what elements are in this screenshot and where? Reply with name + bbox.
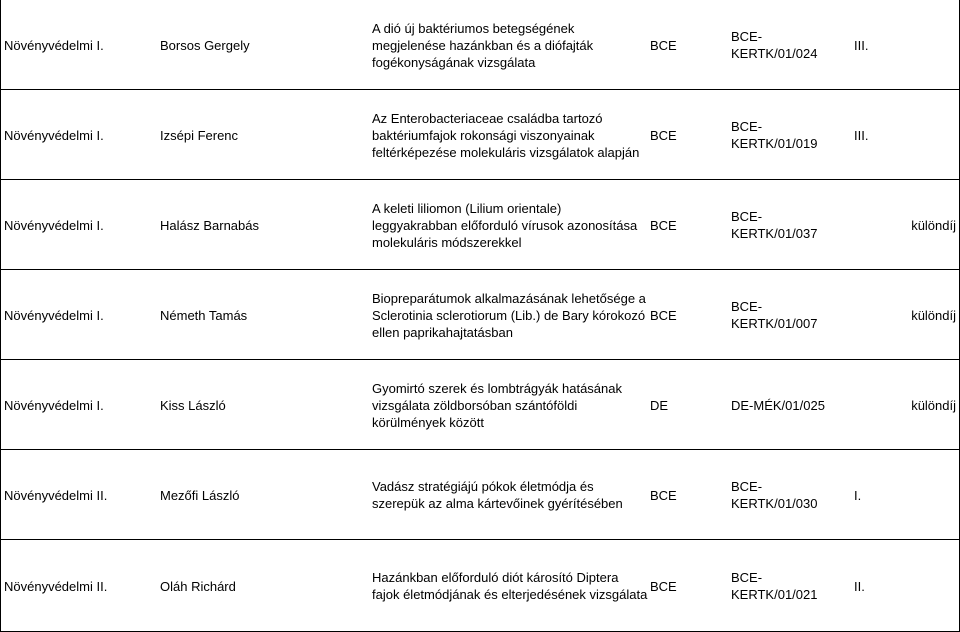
table-row: [0, 540, 960, 632]
institution-cell: BCE: [650, 487, 677, 503]
registration-code-cell: BCE-KERTK/01/037: [731, 209, 818, 241]
registration-code-cell: BCE-KERTK/01/007: [731, 299, 818, 331]
registration-code-cell: BCE-KERTK/01/019: [731, 119, 818, 151]
registration-code-cell: BCE-KERTK/01/024: [731, 29, 818, 61]
department-cell: Növényvédelmi II.: [4, 578, 108, 594]
table-row: [0, 450, 960, 540]
department-cell: Növényvédelmi I.: [4, 307, 104, 323]
institution-cell: DE: [650, 397, 669, 413]
thesis-title-cell: Az Enterobacteriaceae családba tartozó baktériumfajok rokonsági viszonyainak feltérképezése molekuláris vizsgálatok alapján: [372, 110, 640, 160]
prize-cell: különdíj: [911, 307, 956, 323]
student-name-cell: Halász Barnabás: [160, 217, 259, 233]
institution-cell: BCE: [650, 37, 677, 53]
prize-cell: III.: [854, 127, 869, 143]
prize-cell: különdíj: [911, 217, 956, 233]
student-name-cell: Mezőfi László: [160, 487, 240, 503]
institution-cell: BCE: [650, 127, 677, 143]
prize-cell: különdíj: [911, 397, 956, 413]
table-row: [0, 360, 960, 450]
thesis-title-cell: A keleti liliomon (Lilium orientale) leggyakrabban előforduló vírusok azonosítása molekuláris módszerekkel: [372, 200, 638, 250]
table-row: [0, 270, 960, 360]
prize-cell: III.: [854, 37, 869, 53]
prize-cell: II.: [854, 578, 865, 594]
student-name-cell: Izsépi Ferenc: [160, 127, 239, 143]
department-cell: Növényvédelmi I.: [4, 217, 104, 233]
registration-code-cell: BCE-KERTK/01/030: [731, 479, 818, 511]
thesis-title-cell: Hazánkban előforduló diót károsító Diptera fajok életmódjának és elterjedésének vizsgálata: [372, 570, 648, 602]
department-cell: Növényvédelmi II.: [4, 487, 108, 503]
institution-cell: BCE: [650, 578, 677, 594]
registration-code-cell: BCE-KERTK/01/021: [731, 570, 818, 602]
thesis-title-cell: Vadász stratégiájú pókok életmódja és szerepük az alma kártevőinek gyérítésében: [372, 479, 623, 511]
thesis-title-cell: Gyomirtó szerek és lombtrágyák hatásának vizsgálata zöldborsóban szántóföldi körülmények között: [372, 380, 622, 430]
student-name-cell: Kiss László: [160, 397, 226, 413]
registration-code-cell: DE-MÉK/01/025: [731, 397, 825, 413]
table-row: [0, 0, 960, 90]
department-cell: Növényvédelmi I.: [4, 37, 104, 53]
student-name-cell: Borsos Gergely: [160, 37, 250, 53]
student-name-cell: Németh Tamás: [160, 307, 248, 323]
institution-cell: BCE: [650, 217, 677, 233]
prize-cell: I.: [854, 487, 862, 503]
left-border: [0, 0, 1, 632]
table-row: [0, 180, 960, 270]
department-cell: Növényvédelmi I.: [4, 127, 104, 143]
thesis-title-cell: A dió új baktériumos betegségének megjelenése hazánkban és a diófajták fogékonyságának vizsgálata: [372, 20, 594, 70]
student-name-cell: Oláh Richárd: [160, 578, 236, 594]
institution-cell: BCE: [650, 307, 677, 323]
table-row: [0, 90, 960, 180]
department-cell: Növényvédelmi I.: [4, 397, 104, 413]
thesis-title-cell: Biopreparátumok alkalmazásának lehetősége a Sclerotinia sclerotiorum (Lib.) de Bary kórokozó ellen paprikahajtatásban: [372, 290, 646, 340]
